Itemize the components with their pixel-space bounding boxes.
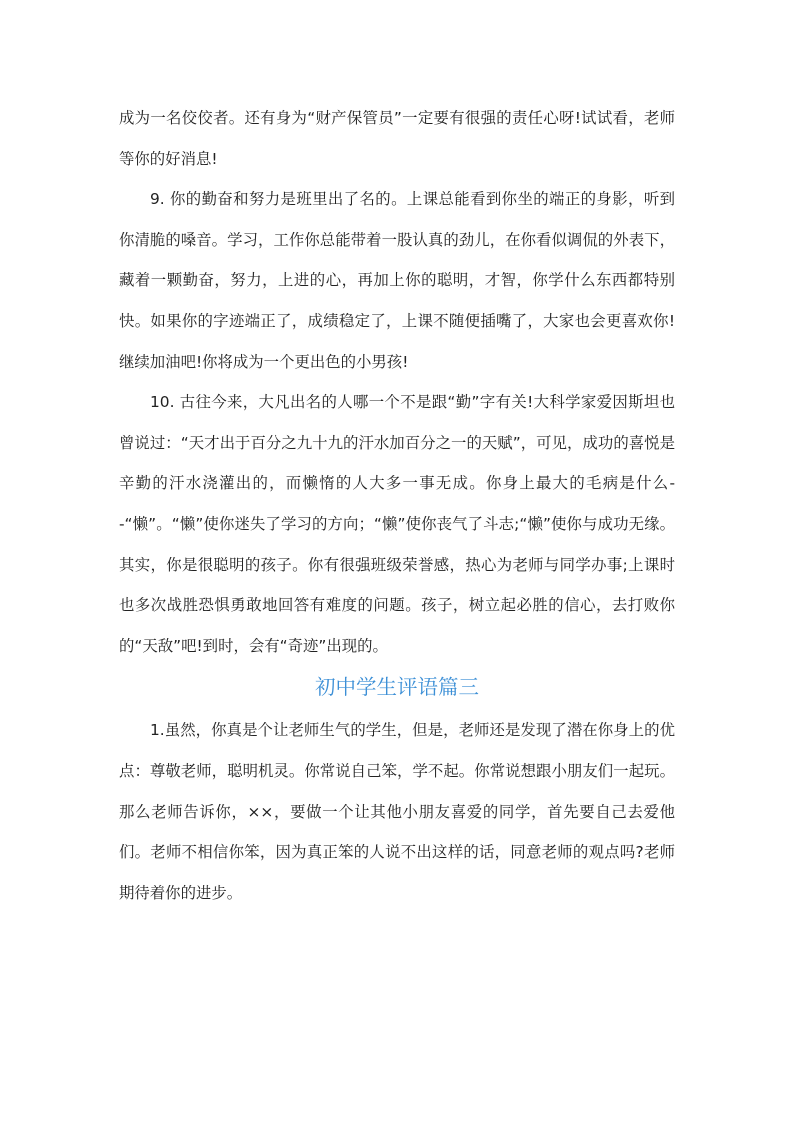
paragraph-continuation: 成为一名佼佼者。还有身为“财产保管员”一定要有很强的责任心呀!试试看，老师等你的好消息! — [119, 109, 675, 168]
section-heading: 初中学生评语篇三 — [315, 675, 479, 700]
paragraph-item-1: 1.虽然，你真是个让老师生气的学生，但是，老师还是发现了潜在你身上的优点：尊敬老师，聪明机灵。你常说自己笨，学不起。你常说想跟小朋友们一起玩。那么老师告诉你，××，要做一个让其他小朋友喜爱的同学，首先要自己去爱他们。老师不相信你笨，因为真正笨的人说不出这样的话，同意老师的观点吗?老师期待着你的进步。 — [119, 721, 675, 902]
paragraph-item-10: 10. 古往今来，大凡出名的人哪一个不是跟“勤”字有关!大科学家爱因斯坦也曾说过：“天才出于百分之九十九的汗水加百分之一的天赋”，可见，成功的喜悦是辛勤的汗水浇灌出的，而懒惰的人大多一事无成。你身上最大的毛病是什么--“懒”。“懒”使你迷失了学习的方向；“懒”使你丧气了斗志;“懒”使你与成功无缘。其实，你是很聪明的孩子。你有很强班级荣誉感，热心为老师与同学办事;上课时也多次战胜恐惧勇敢地回答有难度的问题。孩子，树立起必胜的信心，去打败你的“天敌”吧!到时，会有“奇迹”出现的。 — [119, 393, 675, 655]
paragraph-item-9: 9. 你的勤奋和努力是班里出了名的。上课总能看到你坐的端正的身影，听到你清脆的嗓音。学习，工作你总能带着一股认真的劲儿，在你看似调侃的外表下，藏着一颗勤奋，努力，上进的心，再加上你的聪明，才智，你学什么东西都特别快。如果你的字迹端正了，成绩稳定了，上课不随便插嘴了，大家也会更喜欢你!继续加油吧!你将成为一个更出色的小男孩! — [119, 190, 675, 371]
document-content — [119, 98, 675, 913]
